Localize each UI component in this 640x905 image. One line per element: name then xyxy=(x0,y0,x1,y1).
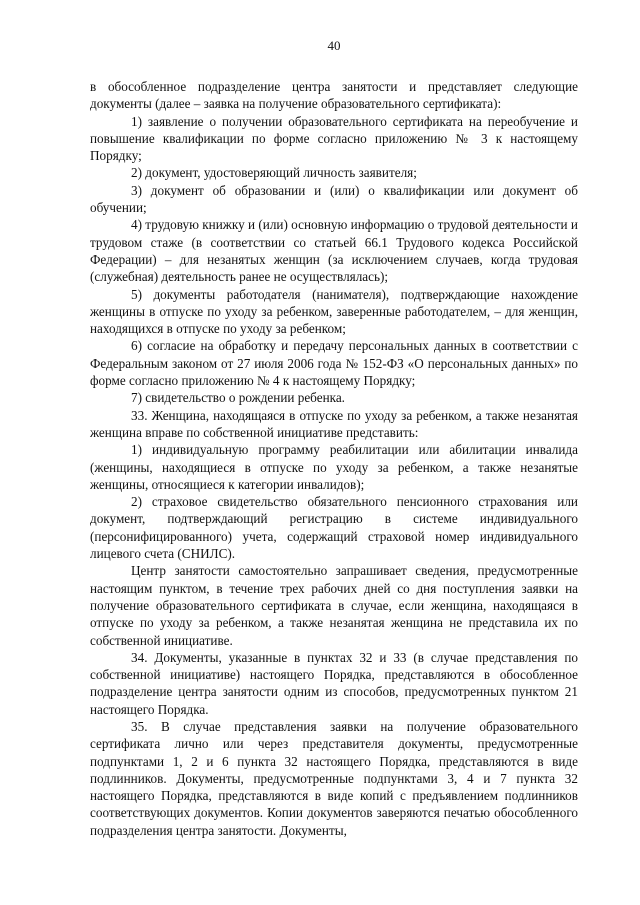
paragraph-item-1: 1) заявление о получении образовательного сертификата на переобучение и повышение квалификации по форме согласно приложению № 3 к настоящему Порядку; xyxy=(90,113,578,164)
paragraph-clause-35: 35. В случае представления заявки на получение образовательного сертификата лично или через представителя документы, предусмотренные подпунктами 1, 2 и 6 пункта 32 настоящего Порядка, представляются в виде подлинников. Документы, предусмотренные подпунктами 3, 4 и 7 пункта 32 настоящего Порядка, представляются в виде копий с предъявлением подлинников соответствующих документов. Копии документов заверяются печатью обособленного подразделения центра занятости. Документы, xyxy=(90,718,578,838)
page-number: 40 xyxy=(327,38,341,53)
paragraph-clause-33-item-1: 1) индивидуальную программу реабилитации или абилитации инвалида (женщины, находящиеся в отпуске по уходу за ребенком, а также незанятые женщины, относящиеся к категории инвалидов); xyxy=(90,442,578,492)
paragraph-clause-33: 33. Женщина, находящаяся в отпуске по уходу за ребенком, а также незанятая женщина вправе по собственной инициативе представить: xyxy=(90,407,578,440)
paragraph-item-3: 3) документ об образовании и (или) о квалификации или документ об обучении; xyxy=(90,182,578,216)
paragraph-item-7: 7) свидетельство о рождении ребенка. xyxy=(131,390,345,406)
paragraph-clause-34: 34. Документы, указанные в пунктах 32 и 33 (в случае представления по собственной инициативе) настоящего Порядка, представляются в обособленное подразделение центра занятости одним из способов, предусмотренных пунктом 21 настоящего Порядка. xyxy=(90,649,578,717)
paragraph-item-4: 4) трудовую книжку и (или) основную информацию о трудовой деятельности и трудовом стаже (в соответствии со статьей 66.1 Трудового кодекса Российской Федерации) – для незанятых женщин (за исключением случаев, когда трудовая (служебная) деятельность ранее не осуществлялась); xyxy=(90,217,578,285)
paragraph-item-5: 5) документы работодателя (нанимателя), подтверждающие нахождение женщины в отпуске по уходу за ребенком, заверенные работодателем, – для женщин, находящихся в отпуске по уходу за ребенком; xyxy=(90,286,578,337)
paragraph-employment-center: Центр занятости самостоятельно запрашивает сведения, предусмотренные настоящим пунктом, в течение трех рабочих дней со дня поступления заявки на получение образовательного сертификата в случае, если женщина, находящаяся в отпуске по уходу за ребенком, а также незанятая женщина не представила их по собственной инициативе. xyxy=(90,563,578,648)
paragraph-item-2: 2) документ, удостоверяющий личность заявителя; xyxy=(131,165,417,181)
paragraph-item-6: 6) согласие на обработку и передачу персональных данных в соответствии с Федеральным законом от 27 июля 2006 года № 152-ФЗ «О персональных данных» по форме согласно приложению № 4 к настоящему Порядку; xyxy=(90,338,578,389)
paragraph-clause-33-item-2: 2) страховое свидетельство обязательного пенсионного страхования или документ, подтверждающий регистрацию в системе индивидуального (персонифицированного) учета, содержащий страховой номер индивидуального лицевого счета (СНИЛС). xyxy=(90,494,578,562)
paragraph-continuation: в обособленное подразделение центра занятости и представляет следующие документы (далее – заявка на получение образовательного сертификата): xyxy=(90,79,578,112)
